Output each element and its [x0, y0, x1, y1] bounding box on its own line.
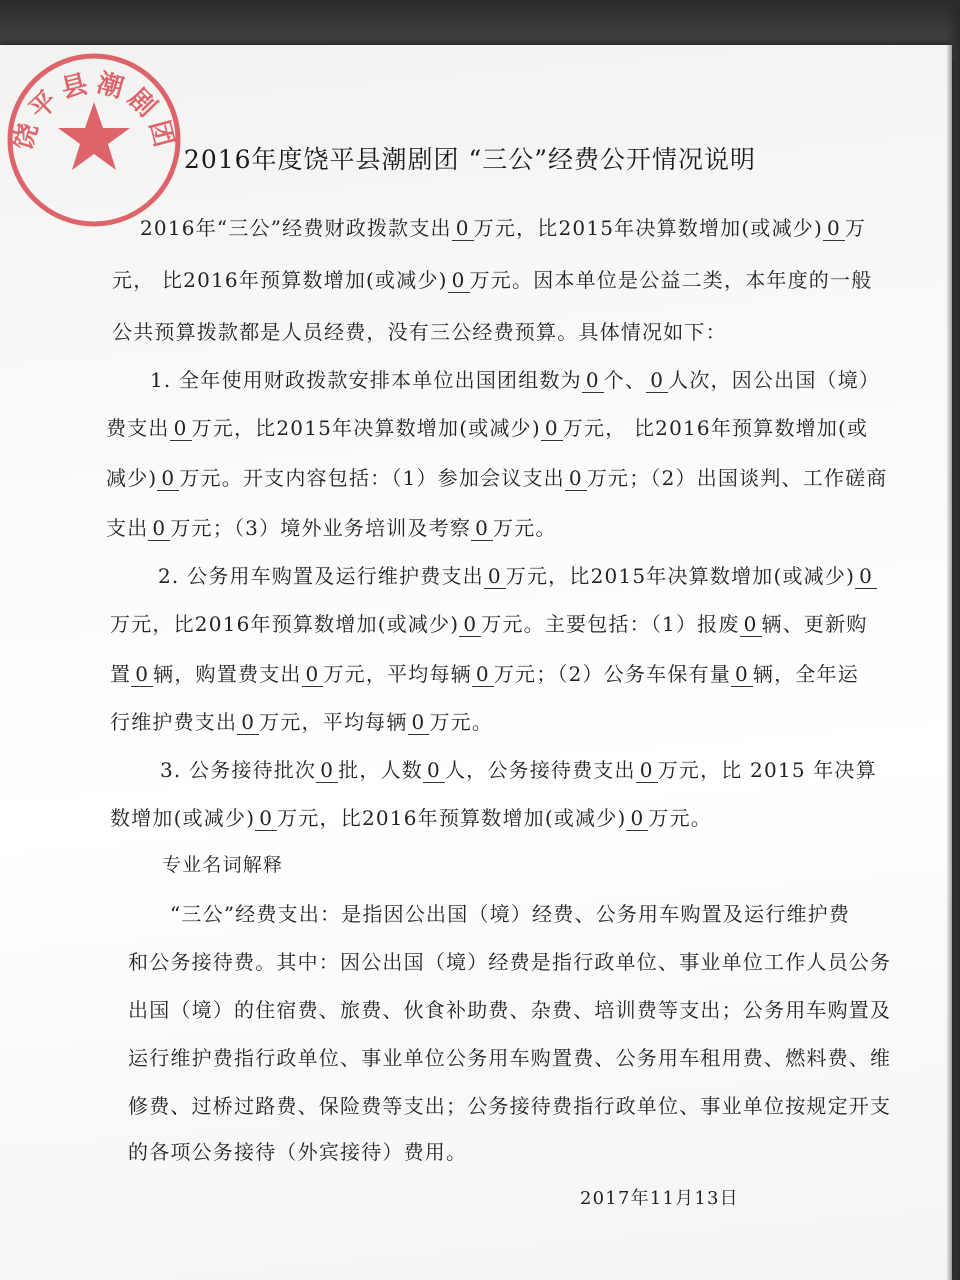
glossary-line-6: 的各项公务接待（外宾接待）费用。	[128, 1140, 468, 1164]
section1-line-4: 支出 0 万元；（3）境外业务培训及考察 0 万元。	[106, 516, 557, 540]
section3-line-1: 3. 公务接待批次 0 批，人数 0 人，公务接待费支出 0 万元，比 2015 年决算	[160, 758, 877, 782]
page-edge-shadow	[946, 0, 960, 1280]
section1-line-1: 1. 全年使用财政拨款安排本单位出国团组数为 0 个、 0 人次，因公出国（境）	[150, 368, 881, 392]
glossary-line-3: 出国（境）的住宿费、旅费、伙食补助费、杂费、培训费等支出；公务用车购置及	[128, 998, 892, 1022]
document-title: 2016年度饶平县潮剧团 “三公”经费公开情况说明	[183, 145, 757, 174]
glossary-line-4: 运行维护费指行政单位、事业单位公务用车购置费、公务用车租用费、燃料费、维	[128, 1046, 892, 1070]
glossary-line-1: “三公”经费支出：是指因公出国（境）经费、公务用车购置及运行维护费	[170, 902, 851, 926]
glossary-heading: 专业名词解释	[162, 854, 284, 876]
intro-line-1: 2016年“三公”经费财政拨款支出 0 万元，比2015年决算数增加(或减少) 0 万	[140, 216, 867, 240]
section1-line-2: 费支出 0 万元，比2015年决算数增加(或减少) 0 万元， 比2016年预算数增加(或	[106, 416, 869, 440]
section2-line-4: 行维护费支出 0 万元，平均每辆 0 万元。	[110, 710, 494, 734]
glossary-line-5: 修费、过桥过路费、保险费等支出；公务接待费指行政单位、事业单位按规定开支	[128, 1094, 892, 1118]
intro-line-2: 元， 比2016年预算数增加(或减少) 0 万元。因本单位是公益二类，本年度的一般	[112, 268, 873, 292]
section2-line-2: 万元，比2016年预算数增加(或减少) 0 万元。主要包括：（1）报废 0 辆、更新购	[110, 612, 868, 636]
document-date: 2017年11月13日	[580, 1188, 739, 1209]
intro-line-3: 公共预算拨款都是人员经费，没有三公经费预算。具体情况如下：	[112, 320, 727, 344]
section2-line-3: 置 0 辆，购置费支出 0 万元，平均每辆 0 万元；（2）公务车保有量 0 辆，全年运	[110, 662, 859, 686]
section1-line-3: 减少) 0 万元。开支内容包括：（1）参加会议支出 0 万元；（2）出国谈判、工作磋商	[106, 466, 888, 490]
glossary-line-2: 和公务接待费。其中：因公出国（境）经费是指行政单位、事业单位工作人员公务	[128, 950, 892, 974]
seal-text: 饶平县潮剧团	[8, 68, 181, 156]
section2-line-1: 2. 公务用车购置及运行维护费支出 0 万元，比2015年决算数增加(或减少) 0	[158, 560, 877, 589]
section3-line-2: 数增加(或减少) 0 万元，比2016年预算数增加(或减少) 0 万元。	[110, 806, 713, 830]
